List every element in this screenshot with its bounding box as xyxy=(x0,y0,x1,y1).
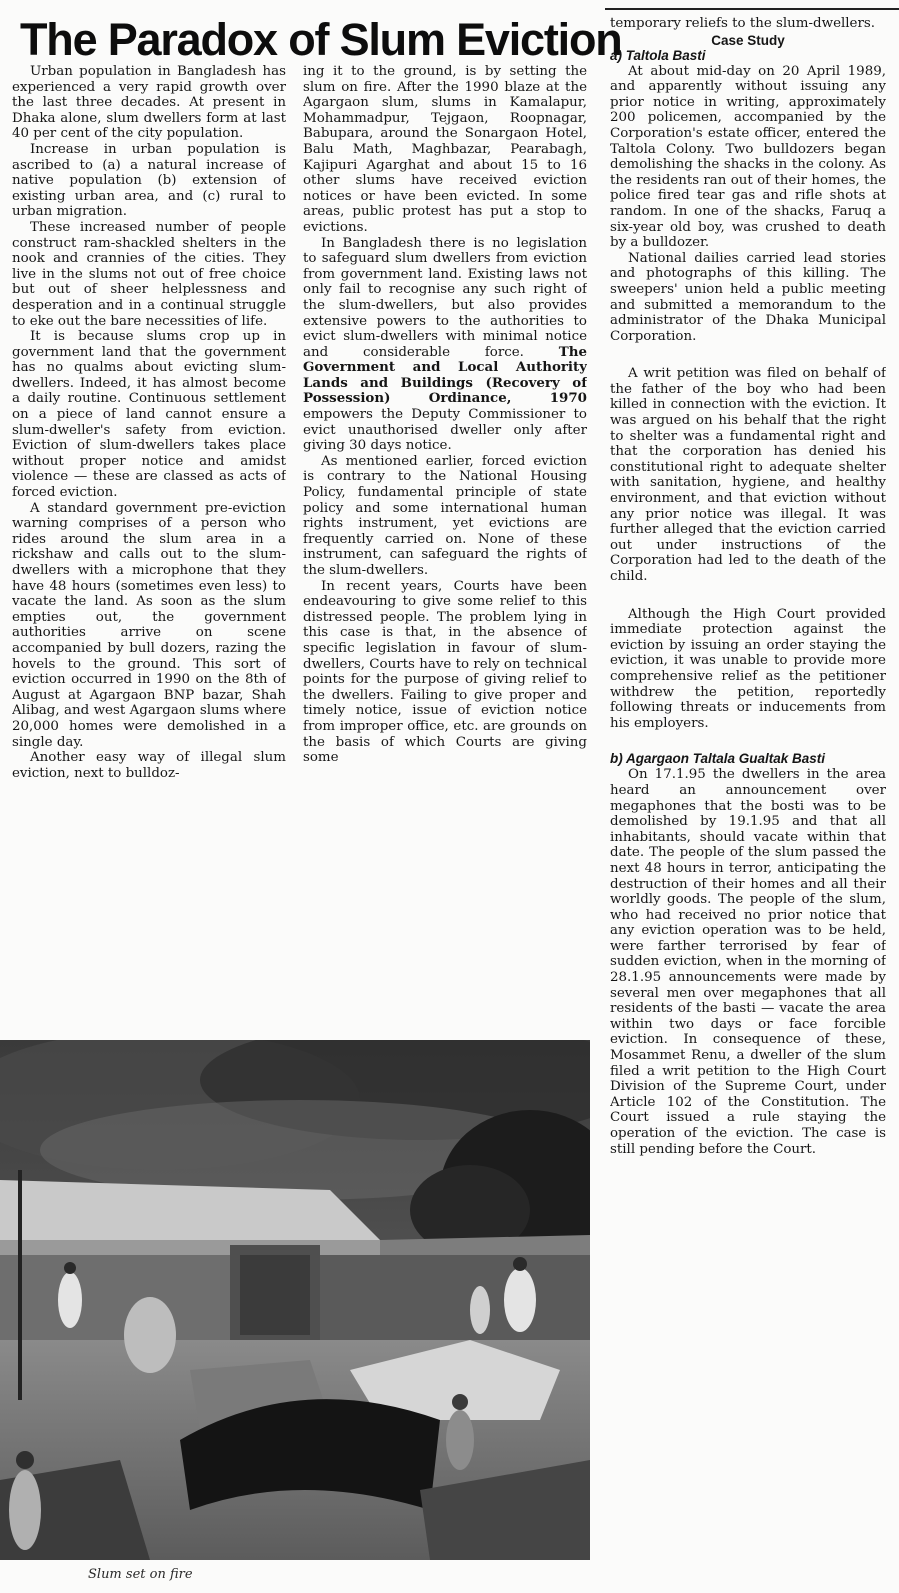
paragraph: On 17.1.95 the dwellers in the area heard an announcement over megaphones that the bosti was to be demolished by 19.1.95 and that all inhabitants, should vacate within that date. The people of the slum passed the next 48 hours in terror, anticipating the destruction of their homes and all their worldly goods. The people of the slum, who had received no prior notice that any eviction operation was to be held, were farther terrorised by fear of sudden eviction, when in the morning of 28.1.95 announcements were made by several men over megaphones that all residents of the basti — vacate the area within two days or face forcible eviction. In consequence of these, Mosammet Renu, a dweller of the slum filed a writ petition to the High Court Division of the Supreme Court, under Article 102 of the Constitution. The Court issued a rule staying the operation of the eviction. The case is still pending before the Court. xyxy=(610,767,886,1157)
article-headline: The Paradox of Slum Eviction xyxy=(20,14,622,65)
paragraph: Urban population in Bangladesh has experienced a very rapid growth over the last three decades. At present in Dhaka alone, slum dwellers form at last 40 per cent of the city population. xyxy=(12,64,286,142)
paragraph: Although the High Court provided immediate protection against the eviction by issuing an order staying the eviction, it was unable to provide more comprehensive relief as the petitioner withdrew the petition, reportedly following threats or inducements from his employers. xyxy=(610,606,886,731)
case-study-heading: Case Study xyxy=(711,32,785,48)
paragraph: At about mid-day on 20 April 1989, and apparently without issuing any prior notice in writing, approximately 200 policemen, accompanied by the Corporation's estate officer, entered the Taltola Colony. Two bulldozers began demolishing the shacks in the colony. As the residents ran out of their homes, the police fired tear gas and rifle shots at random. In one of the shacks, Faruq a six-year old boy, was crushed to death by a bulldozer. xyxy=(610,63,886,251)
case-b-heading: b) Agargaon Taltala Gualtak Basti xyxy=(610,751,826,767)
paragraph: Another easy way of illegal slum eviction, next to bulldoz- xyxy=(12,750,286,781)
paragraph: A standard government pre-eviction warning comprises of a person who rides around the slum area in a rickshaw and calls out to the slum-dwellers with a microphone that they have 48 hours (sometimes even less) to vacate the land. As soon as the slum empties out, the government authorities arrive on scene accompanied by bull dozers, razing the hovels to the ground. This sort of eviction occurred in 1990 on the 8th of August at Agargaon BNP bazar, Shah Alibag, and west Agargaon slums where 20,000 homes were demolished in a single day. xyxy=(12,500,286,750)
paragraph: temporary reliefs to the slum-dwellers. xyxy=(610,16,876,31)
paragraph: A writ petition was filed on behalf of the father of the boy who had been killed in connection with the eviction. It was argued on his behalf that the right to shelter was a fundamental right and that the corporation has denied his constitutional right to adequate shelter with sanitation, hygiene, and healthy environment, and that eviction without any prior notice was illegal. It was further alleged that the eviction carried out under instructions of the Corporation had led to the death of the child. xyxy=(610,366,886,584)
photo-illustration xyxy=(0,1040,590,1560)
article-column-1 xyxy=(12,64,286,1034)
paragraph-text: empowers the Deputy Commissioner to evict unauthorised dweller only after giving 30 days notice. xyxy=(303,407,587,454)
ordinance-title: The Government and Local Authority Lands and Buildings (Recovery of Possession) Ordinance, 1970 xyxy=(303,343,587,407)
paragraph: Increase in urban population is ascribed to (a) a natural increase of native population (b) extension of existing urban area, and (c) rural to urban migration. xyxy=(12,141,286,220)
article-column-2 xyxy=(303,64,587,1034)
slum-fire-photo xyxy=(0,1040,590,1560)
article-column-3 xyxy=(610,16,886,1586)
paragraph: These increased number of people construct ram-shackled shelters in the nook and crannies of the cities. They live in the slums not out of free choice but out of sheer helplessness and desperation and in a continual struggle to eke out the bare necessities of life. xyxy=(12,219,286,329)
paragraph-text: In Bangladesh there is no legislation to safeguard slum dwellers from eviction from government land. Existing laws not only fail to recognise any such right of the slum-dwellers, but also provides extensive powers to the authorities to evict slum-dwellers with minimal notice and considerable force. xyxy=(303,235,587,360)
paragraph: It is because slums crop up in government land that the government has no qualms about evicting slum-dwellers. Indeed, it has almost become a daily routine. Continuous settlement on a piece of land cannot ensure a slum-dweller's safety from eviction. Eviction of slum-dwellers takes place without proper notice and amidst violence — these are classed as acts of forced eviction. xyxy=(12,329,286,501)
paragraph: ing it to the ground, is by setting the slum on fire. After the 1990 blaze at the Agargaon slum, slums in Kamalapur, Mohammadpur, Tejgaon, Roopnagar, Babupara, around the Sonargaon Hotel, Balu Math, Maghbazar, Pearabagh, Kajipuri Agarghat and about 15 to 16 other slums have received eviction notices or have been evicted. In some areas, public protest has put a stop to evictions. xyxy=(303,64,587,235)
paragraph: National dailies carried lead stories and photographs of this killing. The sweepers' union held a public meeting and submitted a memorandum to the administrator of the Dhaka Municipal Corporation. xyxy=(610,250,886,344)
paragraph: In recent years, Courts have been endeavouring to give some relief to this distressed people. The problem lying in this case is that, in the absence of specific legislation in favour of slum-dwellers, Courts have to rely on technical points for the purpose of giving relief to the dwellers. Failing to give proper and timely notice, issue of eviction notice from improper office, etc. are grounds on the basis of which Courts are giving some xyxy=(303,578,587,766)
paragraph: As mentioned earlier, forced eviction is contrary to the National Housing Policy, fundamental principle of state policy and some international human rights instrument, yet evictions are frequently carried on. None of these instrument, can safeguard the rights of the slum-dwellers. xyxy=(303,453,587,578)
photo-caption: Slum set on fire xyxy=(88,1567,193,1582)
case-a-heading: a) Taltola Basti xyxy=(610,47,706,63)
top-rule xyxy=(605,8,899,10)
paragraph xyxy=(303,236,587,454)
